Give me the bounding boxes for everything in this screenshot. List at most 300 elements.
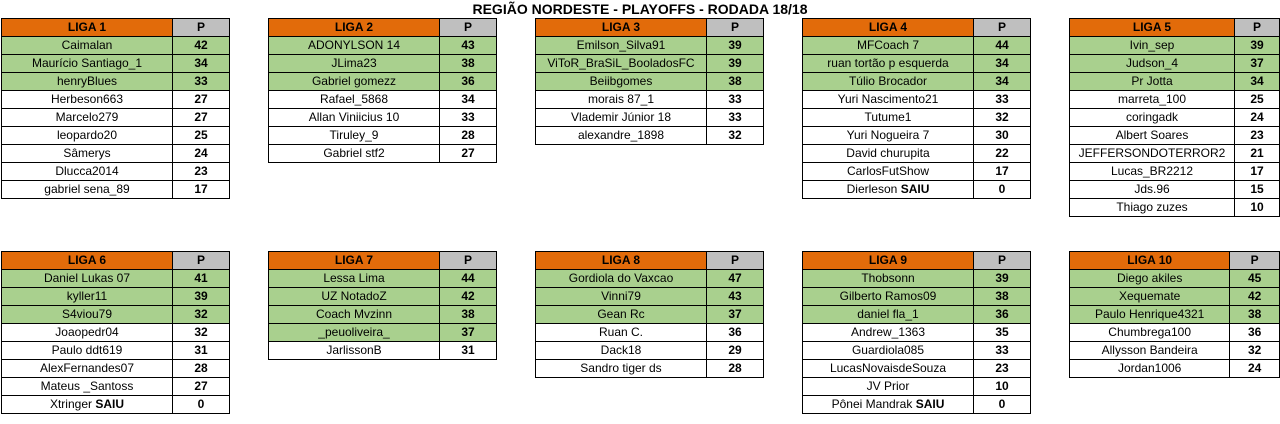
player-points: 47 <box>707 270 764 288</box>
player-points: 39 <box>707 37 764 55</box>
table-row <box>269 288 497 306</box>
player-name-text: Joaopedr04 <box>55 325 119 339</box>
player-name-text: JLima23 <box>331 56 377 70</box>
player-points: 39 <box>974 270 1031 288</box>
table-row <box>269 109 497 127</box>
player-name-text: Tiruley_9 <box>329 128 379 142</box>
table-row <box>536 73 764 91</box>
table-row <box>2 306 230 324</box>
player-points: 34 <box>974 55 1031 73</box>
player-name-text: coringadk <box>1125 110 1179 124</box>
table-row <box>1070 199 1280 217</box>
player-points: 23 <box>974 360 1031 378</box>
player-name-text: Sandro tiger ds <box>580 361 662 375</box>
player-name-text: Mateus _Santoss <box>40 379 134 393</box>
player-name-text: Allan Viniicius 10 <box>308 110 400 124</box>
league-name: LIGA 3 <box>536 19 707 37</box>
player-points: 27 <box>173 378 230 396</box>
table-row <box>803 55 1031 73</box>
player-name <box>2 342 173 360</box>
table-row <box>2 378 230 396</box>
player-name-text: David churupita <box>846 146 930 160</box>
player-name-text: Túlio Brocador <box>848 74 928 88</box>
player-points: 33 <box>707 91 764 109</box>
player-points: 42 <box>173 37 230 55</box>
player-points: 25 <box>173 127 230 145</box>
player-points: 22 <box>974 145 1031 163</box>
table-row <box>536 306 764 324</box>
league-name: LIGA 6 <box>2 252 173 270</box>
player-name <box>2 378 173 396</box>
player-name <box>2 270 173 288</box>
league-table <box>1 18 230 199</box>
table-row <box>2 91 230 109</box>
player-name <box>536 342 707 360</box>
player-name-text: Allysson Bandeira <box>1101 343 1198 357</box>
table-row <box>1070 324 1280 342</box>
player-name <box>803 109 974 127</box>
league-table <box>268 251 497 360</box>
player-name <box>1070 324 1230 342</box>
league-header-row <box>803 19 1031 37</box>
player-points: 25 <box>1235 91 1280 109</box>
table-row <box>803 145 1031 163</box>
player-points: 37 <box>1235 55 1280 73</box>
player-name-text: ViToR_BraSiL_BooladosFC <box>547 56 695 70</box>
player-name-text: JEFFERSONDOTERROR2 <box>1078 146 1226 160</box>
player-name-text: Gean Rc <box>597 307 645 321</box>
player-name <box>536 109 707 127</box>
player-name-text: morais 87_1 <box>587 92 655 106</box>
league-header-row <box>536 19 764 37</box>
table-row <box>1070 342 1280 360</box>
table-row <box>803 73 1031 91</box>
player-name <box>2 360 173 378</box>
league-table <box>535 18 764 145</box>
league-header-row <box>2 252 230 270</box>
player-points: 38 <box>974 288 1031 306</box>
player-name <box>803 342 974 360</box>
player-name <box>536 360 707 378</box>
player-name <box>2 288 173 306</box>
table-row <box>269 306 497 324</box>
player-points: 32 <box>173 306 230 324</box>
player-points: 41 <box>173 270 230 288</box>
table-row <box>2 163 230 181</box>
player-points: 39 <box>707 55 764 73</box>
player-points: 33 <box>974 91 1031 109</box>
player-name-text: LucasNovaisdeSouza <box>829 361 947 375</box>
player-name-text: Thobsonn <box>861 271 915 285</box>
player-points: 32 <box>974 109 1031 127</box>
player-name <box>2 37 173 55</box>
player-name-text: Jds.96 <box>1134 182 1170 196</box>
player-points: 32 <box>1230 342 1280 360</box>
player-name <box>269 109 440 127</box>
table-row <box>269 145 497 163</box>
player-name <box>803 360 974 378</box>
player-points: 17 <box>974 163 1031 181</box>
player-points: 34 <box>974 73 1031 91</box>
table-row <box>1070 73 1280 91</box>
table-row <box>1070 181 1280 199</box>
player-points: 38 <box>440 55 497 73</box>
player-points: 37 <box>707 306 764 324</box>
player-name-text: Paulo Henrique4321 <box>1094 307 1205 321</box>
league-table <box>535 251 764 378</box>
league-table <box>802 251 1031 414</box>
player-name-text: Judson_4 <box>1125 56 1179 70</box>
player-name <box>536 37 707 55</box>
table-row <box>536 288 764 306</box>
player-points: 21 <box>1235 145 1280 163</box>
player-name-text: Gabriel stf2 <box>323 146 385 160</box>
player-points: 33 <box>440 109 497 127</box>
points-header: P <box>707 19 764 37</box>
player-name <box>1070 199 1235 217</box>
player-name <box>1070 55 1235 73</box>
player-name-text: UZ NotadoZ <box>321 289 387 303</box>
points-header: P <box>173 19 230 37</box>
table-row <box>803 342 1031 360</box>
player-points: 38 <box>707 73 764 91</box>
table-row <box>803 127 1031 145</box>
player-name <box>536 73 707 91</box>
player-name-text: S4viou79 <box>61 307 113 321</box>
player-name-text: Andrew_1363 <box>850 325 926 339</box>
player-name <box>1070 37 1235 55</box>
player-name <box>269 288 440 306</box>
player-name-text: Ruan C. <box>598 325 644 339</box>
table-row <box>803 270 1031 288</box>
player-points: 34 <box>173 55 230 73</box>
table-row <box>1070 145 1280 163</box>
player-name-text: Rafael_5868 <box>319 92 389 106</box>
player-points: 33 <box>974 342 1031 360</box>
player-name-text: CarlosFutShow <box>846 164 930 178</box>
player-name <box>269 145 440 163</box>
table-row <box>269 37 497 55</box>
table-row <box>803 378 1031 396</box>
player-name <box>803 73 974 91</box>
player-name-text: Guardiola085 <box>851 343 925 357</box>
player-points: 27 <box>440 145 497 163</box>
player-name <box>269 55 440 73</box>
player-name <box>1070 73 1235 91</box>
points-header: P <box>440 252 497 270</box>
table-row <box>1070 163 1280 181</box>
player-name <box>1070 342 1230 360</box>
points-header: P <box>440 19 497 37</box>
player-name <box>536 270 707 288</box>
player-points: 17 <box>173 181 230 199</box>
player-points: 33 <box>173 73 230 91</box>
player-points: 15 <box>1235 181 1280 199</box>
table-row <box>803 109 1031 127</box>
player-points: 34 <box>1235 73 1280 91</box>
league-table <box>802 18 1031 199</box>
player-name-text: Emilson_Silva91 <box>576 38 666 52</box>
table-row <box>2 396 230 414</box>
player-name-text: ruan tortão p esquerda <box>827 56 949 70</box>
league-header-row <box>1070 19 1280 37</box>
player-name <box>1070 109 1235 127</box>
player-name <box>1070 270 1230 288</box>
player-name-text: Gordiola do Vaxcao <box>568 271 674 285</box>
table-row <box>2 181 230 199</box>
table-row <box>1070 288 1280 306</box>
player-name-text: Diego akiles <box>1116 271 1183 285</box>
table-row <box>536 127 764 145</box>
table-row <box>803 324 1031 342</box>
points-header: P <box>173 252 230 270</box>
player-name <box>1070 288 1230 306</box>
league-name: LIGA 9 <box>803 252 974 270</box>
player-name-text: Tutume1 <box>864 110 912 124</box>
league-header-row <box>803 252 1031 270</box>
player-name-text: Xtringer <box>49 397 92 411</box>
table-row <box>536 55 764 73</box>
status-badge: SAIU <box>900 182 930 196</box>
player-points: 23 <box>173 163 230 181</box>
player-name-text: Sâmerys <box>63 146 111 160</box>
player-name-text: Caimalan <box>61 38 113 52</box>
table-row <box>1070 360 1280 378</box>
league-name: LIGA 1 <box>2 19 173 37</box>
player-points: 34 <box>440 91 497 109</box>
player-name-text: henryBlues <box>56 74 118 88</box>
player-points: 29 <box>707 342 764 360</box>
table-row <box>1070 270 1280 288</box>
table-row <box>2 324 230 342</box>
player-name <box>1070 360 1230 378</box>
player-points: 33 <box>707 109 764 127</box>
league-name: LIGA 8 <box>536 252 707 270</box>
player-name <box>803 181 974 199</box>
player-points: 37 <box>440 324 497 342</box>
player-name-text: Chumbrega100 <box>1108 325 1192 339</box>
points-header: P <box>974 252 1031 270</box>
player-name-text: Thiago zuzes <box>1116 200 1188 214</box>
player-name <box>803 270 974 288</box>
player-name <box>803 396 974 414</box>
league-table <box>1 251 230 414</box>
table-row <box>803 37 1031 55</box>
player-name <box>803 37 974 55</box>
player-name-text: Marcelo279 <box>55 110 119 124</box>
player-points: 31 <box>173 342 230 360</box>
player-points: 38 <box>1230 306 1280 324</box>
table-row <box>269 55 497 73</box>
table-row <box>803 181 1031 199</box>
page-title: REGIÃO NORDESTE - PLAYOFFS - RODADA 18/18 <box>472 1 808 17</box>
table-row <box>803 360 1031 378</box>
table-row <box>1070 37 1280 55</box>
player-points: 38 <box>440 306 497 324</box>
player-name <box>536 324 707 342</box>
player-name-text: Dlucca2014 <box>55 164 119 178</box>
player-name-text: kyller11 <box>66 289 108 303</box>
player-points: 44 <box>440 270 497 288</box>
player-name <box>803 378 974 396</box>
player-points: 28 <box>707 360 764 378</box>
table-row <box>536 342 764 360</box>
player-name <box>2 396 173 414</box>
table-row <box>269 324 497 342</box>
table-row <box>803 288 1031 306</box>
table-row <box>2 37 230 55</box>
player-name <box>269 73 440 91</box>
player-name-text: Dierleson <box>846 182 898 196</box>
table-row <box>536 360 764 378</box>
player-name-text: Maurício Santiago_1 <box>31 56 143 70</box>
table-row <box>1070 306 1280 324</box>
player-name <box>269 91 440 109</box>
player-name <box>803 288 974 306</box>
table-row <box>2 109 230 127</box>
league-header-row <box>1070 252 1280 270</box>
player-name <box>269 324 440 342</box>
player-name <box>269 37 440 55</box>
player-name <box>536 91 707 109</box>
player-name <box>1070 306 1230 324</box>
table-row <box>536 91 764 109</box>
player-name <box>1070 127 1235 145</box>
table-row <box>536 109 764 127</box>
player-name-text: Xequemate <box>1118 289 1181 303</box>
player-points: 42 <box>1230 288 1280 306</box>
player-points: 24 <box>173 145 230 163</box>
player-points: 36 <box>974 306 1031 324</box>
player-points: 44 <box>974 37 1031 55</box>
player-points: 43 <box>707 288 764 306</box>
points-header: P <box>1235 19 1280 37</box>
player-name <box>2 55 173 73</box>
player-name-text: AlexFernandes07 <box>39 361 135 375</box>
player-name <box>2 145 173 163</box>
player-name-text: JarlissonB <box>326 343 382 357</box>
player-name <box>2 324 173 342</box>
player-name-text: leopardo20 <box>56 128 118 142</box>
table-row <box>2 73 230 91</box>
player-name-text: Gabriel gomezz <box>311 74 397 88</box>
player-name <box>2 73 173 91</box>
player-name-text: Yuri Nogueira 7 <box>846 128 930 142</box>
player-name <box>269 342 440 360</box>
player-name-text: daniel fla_1 <box>857 307 919 321</box>
player-name <box>2 306 173 324</box>
player-name <box>536 288 707 306</box>
league-table <box>268 18 497 163</box>
table-row <box>269 73 497 91</box>
player-name-text: Gilberto Ramos09 <box>839 289 937 303</box>
table-row <box>269 342 497 360</box>
league-header-row <box>269 19 497 37</box>
player-name-text: Yuri Nascimento21 <box>837 92 939 106</box>
player-name <box>2 109 173 127</box>
league-name: LIGA 5 <box>1070 19 1235 37</box>
table-row <box>269 270 497 288</box>
table-row <box>1070 109 1280 127</box>
player-name-text: Ivin_sep <box>1129 38 1175 52</box>
player-points: 39 <box>173 288 230 306</box>
league-header-row <box>536 252 764 270</box>
table-row <box>536 324 764 342</box>
player-name <box>269 127 440 145</box>
player-points: 39 <box>1235 37 1280 55</box>
table-row <box>2 55 230 73</box>
player-name-text: Pônei Mandrak <box>831 397 913 411</box>
player-points: 24 <box>1235 109 1280 127</box>
player-name <box>536 127 707 145</box>
player-points: 0 <box>974 181 1031 199</box>
player-name-text: Paulo ddt619 <box>51 343 123 357</box>
league-name: LIGA 4 <box>803 19 974 37</box>
league-name: LIGA 7 <box>269 252 440 270</box>
points-header: P <box>974 19 1031 37</box>
player-points: 10 <box>974 378 1031 396</box>
player-name-text: MFCoach 7 <box>856 38 920 52</box>
player-name <box>2 91 173 109</box>
player-name-text: Vlademir Júnior 18 <box>570 110 672 124</box>
player-name <box>803 324 974 342</box>
player-points: 30 <box>974 127 1031 145</box>
player-points: 23 <box>1235 127 1280 145</box>
points-header: P <box>1230 252 1280 270</box>
status-badge: SAIU <box>95 397 125 411</box>
table-row <box>536 37 764 55</box>
player-name-text: Coach Mvzinn <box>315 307 393 321</box>
player-name-text: _peuoliveira_ <box>318 325 390 339</box>
player-name <box>803 145 974 163</box>
player-points: 31 <box>440 342 497 360</box>
player-points: 45 <box>1230 270 1280 288</box>
player-name-text: marreta_100 <box>1117 92 1187 106</box>
player-points: 36 <box>440 73 497 91</box>
player-points: 32 <box>707 127 764 145</box>
table-row <box>269 127 497 145</box>
table-row <box>536 270 764 288</box>
player-name-text: Daniel Lukas 07 <box>43 271 131 285</box>
player-points: 42 <box>440 288 497 306</box>
league-table <box>1069 18 1280 217</box>
player-name <box>803 55 974 73</box>
player-points: 36 <box>1230 324 1280 342</box>
table-row <box>2 360 230 378</box>
player-name <box>2 181 173 199</box>
player-name <box>803 127 974 145</box>
table-row <box>803 91 1031 109</box>
player-name <box>803 91 974 109</box>
player-points: 28 <box>173 360 230 378</box>
league-header-row <box>269 252 497 270</box>
table-row <box>269 91 497 109</box>
player-name <box>803 306 974 324</box>
league-name: LIGA 10 <box>1070 252 1230 270</box>
player-points: 17 <box>1235 163 1280 181</box>
table-row <box>1070 55 1280 73</box>
player-name <box>2 127 173 145</box>
player-name-text: Vinni79 <box>601 289 641 303</box>
player-points: 28 <box>440 127 497 145</box>
player-name <box>2 163 173 181</box>
player-name-text: alexandre_1898 <box>577 128 665 142</box>
player-points: 27 <box>173 91 230 109</box>
player-name-text: ADONYLSON 14 <box>307 38 401 52</box>
player-points: 36 <box>707 324 764 342</box>
player-points: 10 <box>1235 199 1280 217</box>
player-points: 32 <box>173 324 230 342</box>
